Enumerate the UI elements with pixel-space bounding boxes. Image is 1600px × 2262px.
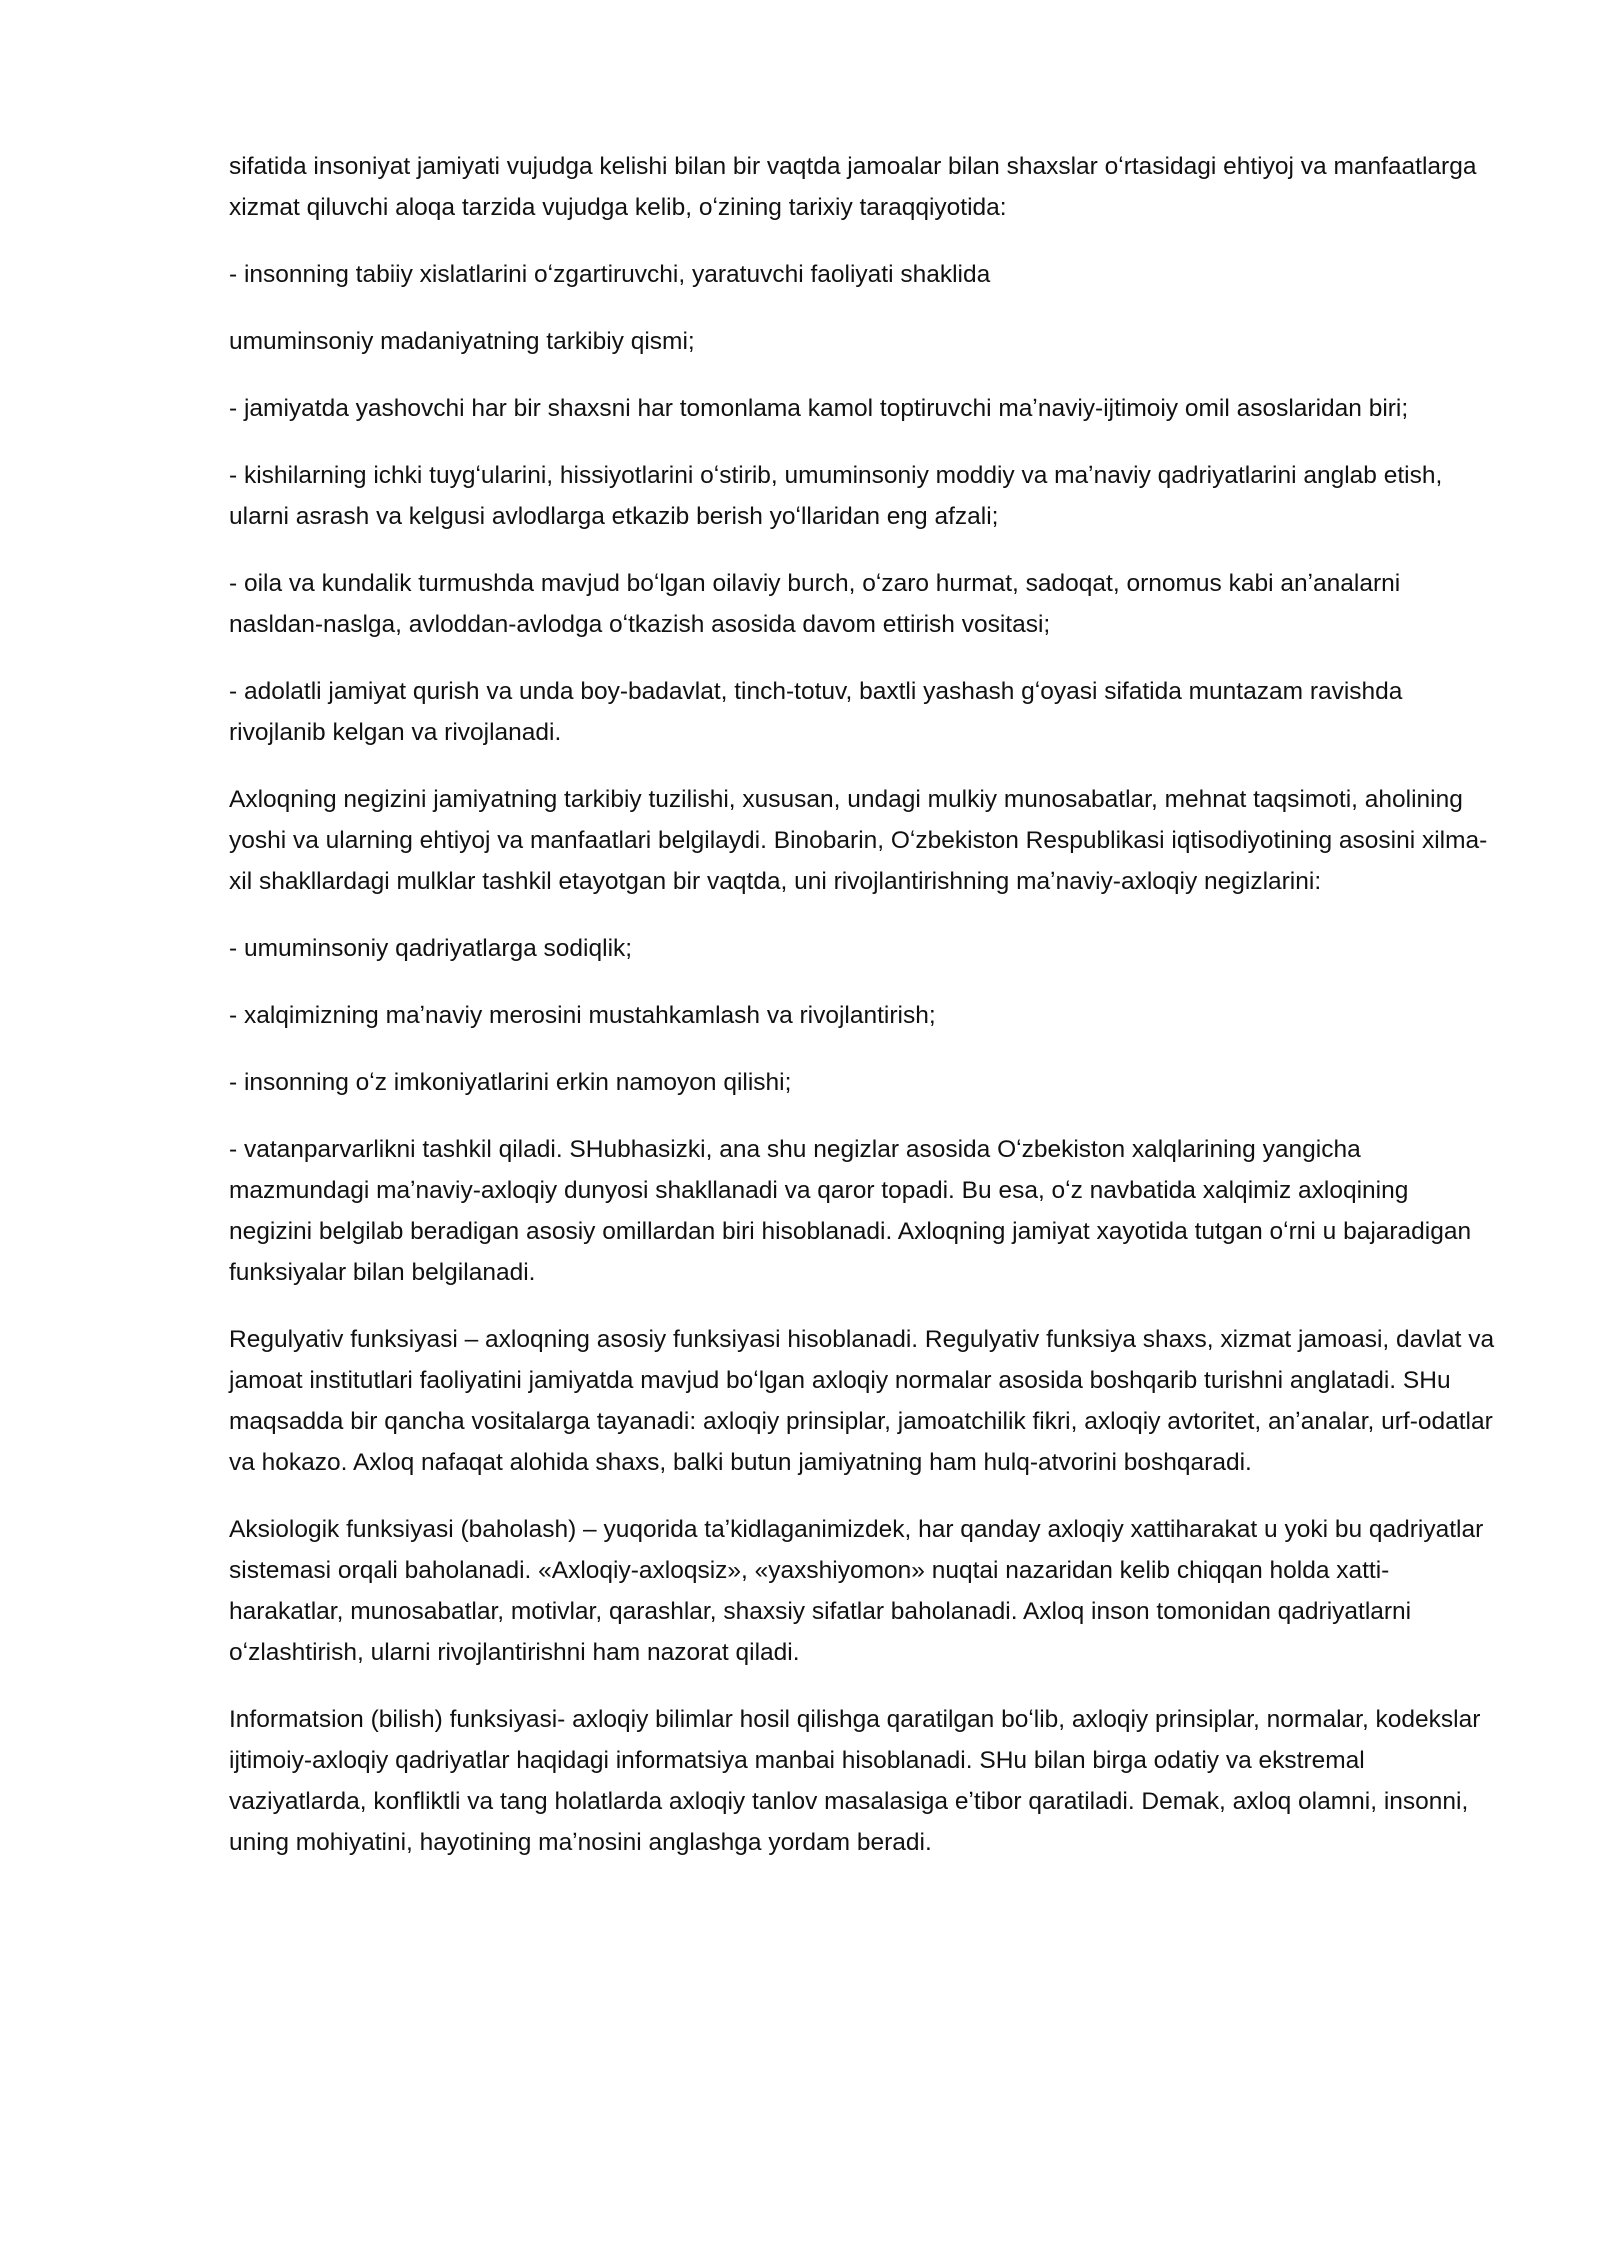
paragraph: Aksiologik funksiyasi (baholash) – yuqorida taʼkidlaganimizdek, har qanday axloqiy xattiharakat u yoki bu qadriyatlar sistemasi orqali baholanadi. «Axloqiy-axloqsiz», «yaxshiyomon» nuqtai nazaridan kelib chiqqan holda xatti-harakatlar, munosabatlar, motivlar, qarashlar, shaxsiy sifatlar baholanadi. Axloq inson tomonidan qadriyatlarni oʻzlashtirish, ularni rivojlantirishni ham nazorat qiladi. bbox=[229, 1516, 1484, 1666]
paragraph: umuminsoniy madaniyatning tarkibiy qismi; bbox=[229, 328, 695, 355]
list-item: - insonning oʻz imkoniyatlarini erkin namoyon qilishi; bbox=[229, 1069, 792, 1096]
paragraph: Regulyativ funksiyasi – axloqning asosiy funksiyasi hisoblanadi. Regulyativ funksiya shaxs, xizmat jamoasi, davlat va jamoat institutlari faoliyatini jamiyatda mavjud boʻlgan axloqiy normalar asosida boshqarib turishni anglatadi. SHu maqsadda bir qancha vositalarga tayanadi: axloqiy prinsiplar, jamoatchilik fikri, axloqiy avtoritet, anʼanalar, urf-odatlar va hokazo. Axloq nafaqat alohida shaxs, balki butun jamiyatning ham hulq-atvorini boshqaradi. bbox=[229, 1326, 1495, 1476]
list-item: - vatanparvarlikni tashkil qiladi. SHubhasizki, ana shu negizlar asosida Oʻzbekiston xalqlarining yangicha mazmundagi maʼnaviy-axloqiy dunyosi shakllanadi va qaror topadi. Bu esa, oʻz navbatida xalqimiz axloqining negizini belgilab beradigan asosiy omillardan biri hisoblanadi. Axloqning jamiyat xayotida tutgan oʻrni u bajaradigan funksiyalar bilan belgilanadi. bbox=[229, 1136, 1472, 1286]
paragraph: Axloqning negizini jamiyatning tarkibiy tuzilishi, xususan, undagi mulkiy munosabatlar, mehnat taqsimoti, aholining yoshi va ularning ehtiyoj va manfaatlari belgilaydi. Binobarin, Oʻzbekiston Respublikasi iqtisodiyotining asosini xilma-xil shakllardagi mulklar tashkil etayotgan bir vaqtda, uni rivojlantirishning maʼnaviy-axloqiy negizlarini: bbox=[229, 786, 1488, 895]
list-item: - kishilarning ichki tuygʻularini, hissiyotlarini oʻstirib, umuminsoniy moddiy va maʼnaviy qadriyatlarini anglab etish, ularni asrash va kelgusi avlodlarga etkazib berish yoʻllaridan eng afzali; bbox=[229, 462, 1443, 530]
list-item: - insonning tabiiy xislatlarini oʻzgartiruvchi, yaratuvchi faoliyati shaklida bbox=[229, 261, 991, 288]
list-item: - xalqimizning maʼnaviy merosini mustahkamlash va rivojlantirish; bbox=[229, 1002, 936, 1029]
list-item: - umuminsoniy qadriyatlarga sodiqlik; bbox=[229, 935, 633, 962]
list-item: - adolatli jamiyat qurish va unda boy-badavlat, tinch-totuv, baxtli yashash gʻoyasi sifatida muntazam ravishda rivojlanib kelgan va rivojlanadi. bbox=[229, 678, 1403, 746]
paragraph: sifatida insoniyat jamiyati vujudga kelishi bilan bir vaqtda jamoalar bilan shaxslar oʻrtasidagi ehtiyoj va manfaatlarga xizmat qiluvchi aloqa tarzida vujudga kelib, oʻzining tarixiy taraqqiyotida: bbox=[229, 153, 1477, 221]
list-item: - oila va kundalik turmushda mavjud boʻlgan oilaviy burch, oʻzaro hurmat, sadoqat, ornomus kabi anʼanalarni nasldan-naslga, avloddan-avlodga oʻtkazish asosida davom ettirish vositasi; bbox=[229, 570, 1401, 638]
document-body bbox=[229, 146, 1495, 1889]
paragraph: Informatsion (bilish) funksiyasi- axloqiy bilimlar hosil qilishga qaratilgan boʻlib, axloqiy prinsiplar, normalar, kodekslar ijtimoiy-axloqiy qadriyatlar haqidagi informatsiya manbai hisoblanadi. SHu bilan birga odatiy va ekstremal vaziyatlarda, konfliktli va tang holatlarda axloqiy tanlov masalasiga eʼtibor qaratiladi. Demak, axloq olamni, insonni, uning mohiyatini, hayotining maʼnosini anglashga yordam beradi. bbox=[229, 1706, 1481, 1856]
list-item: - jamiyatda yashovchi har bir shaxsni har tomonlama kamol toptiruvchi maʼnaviy-ijtimoiy omil asoslaridan biri; bbox=[229, 395, 1409, 422]
